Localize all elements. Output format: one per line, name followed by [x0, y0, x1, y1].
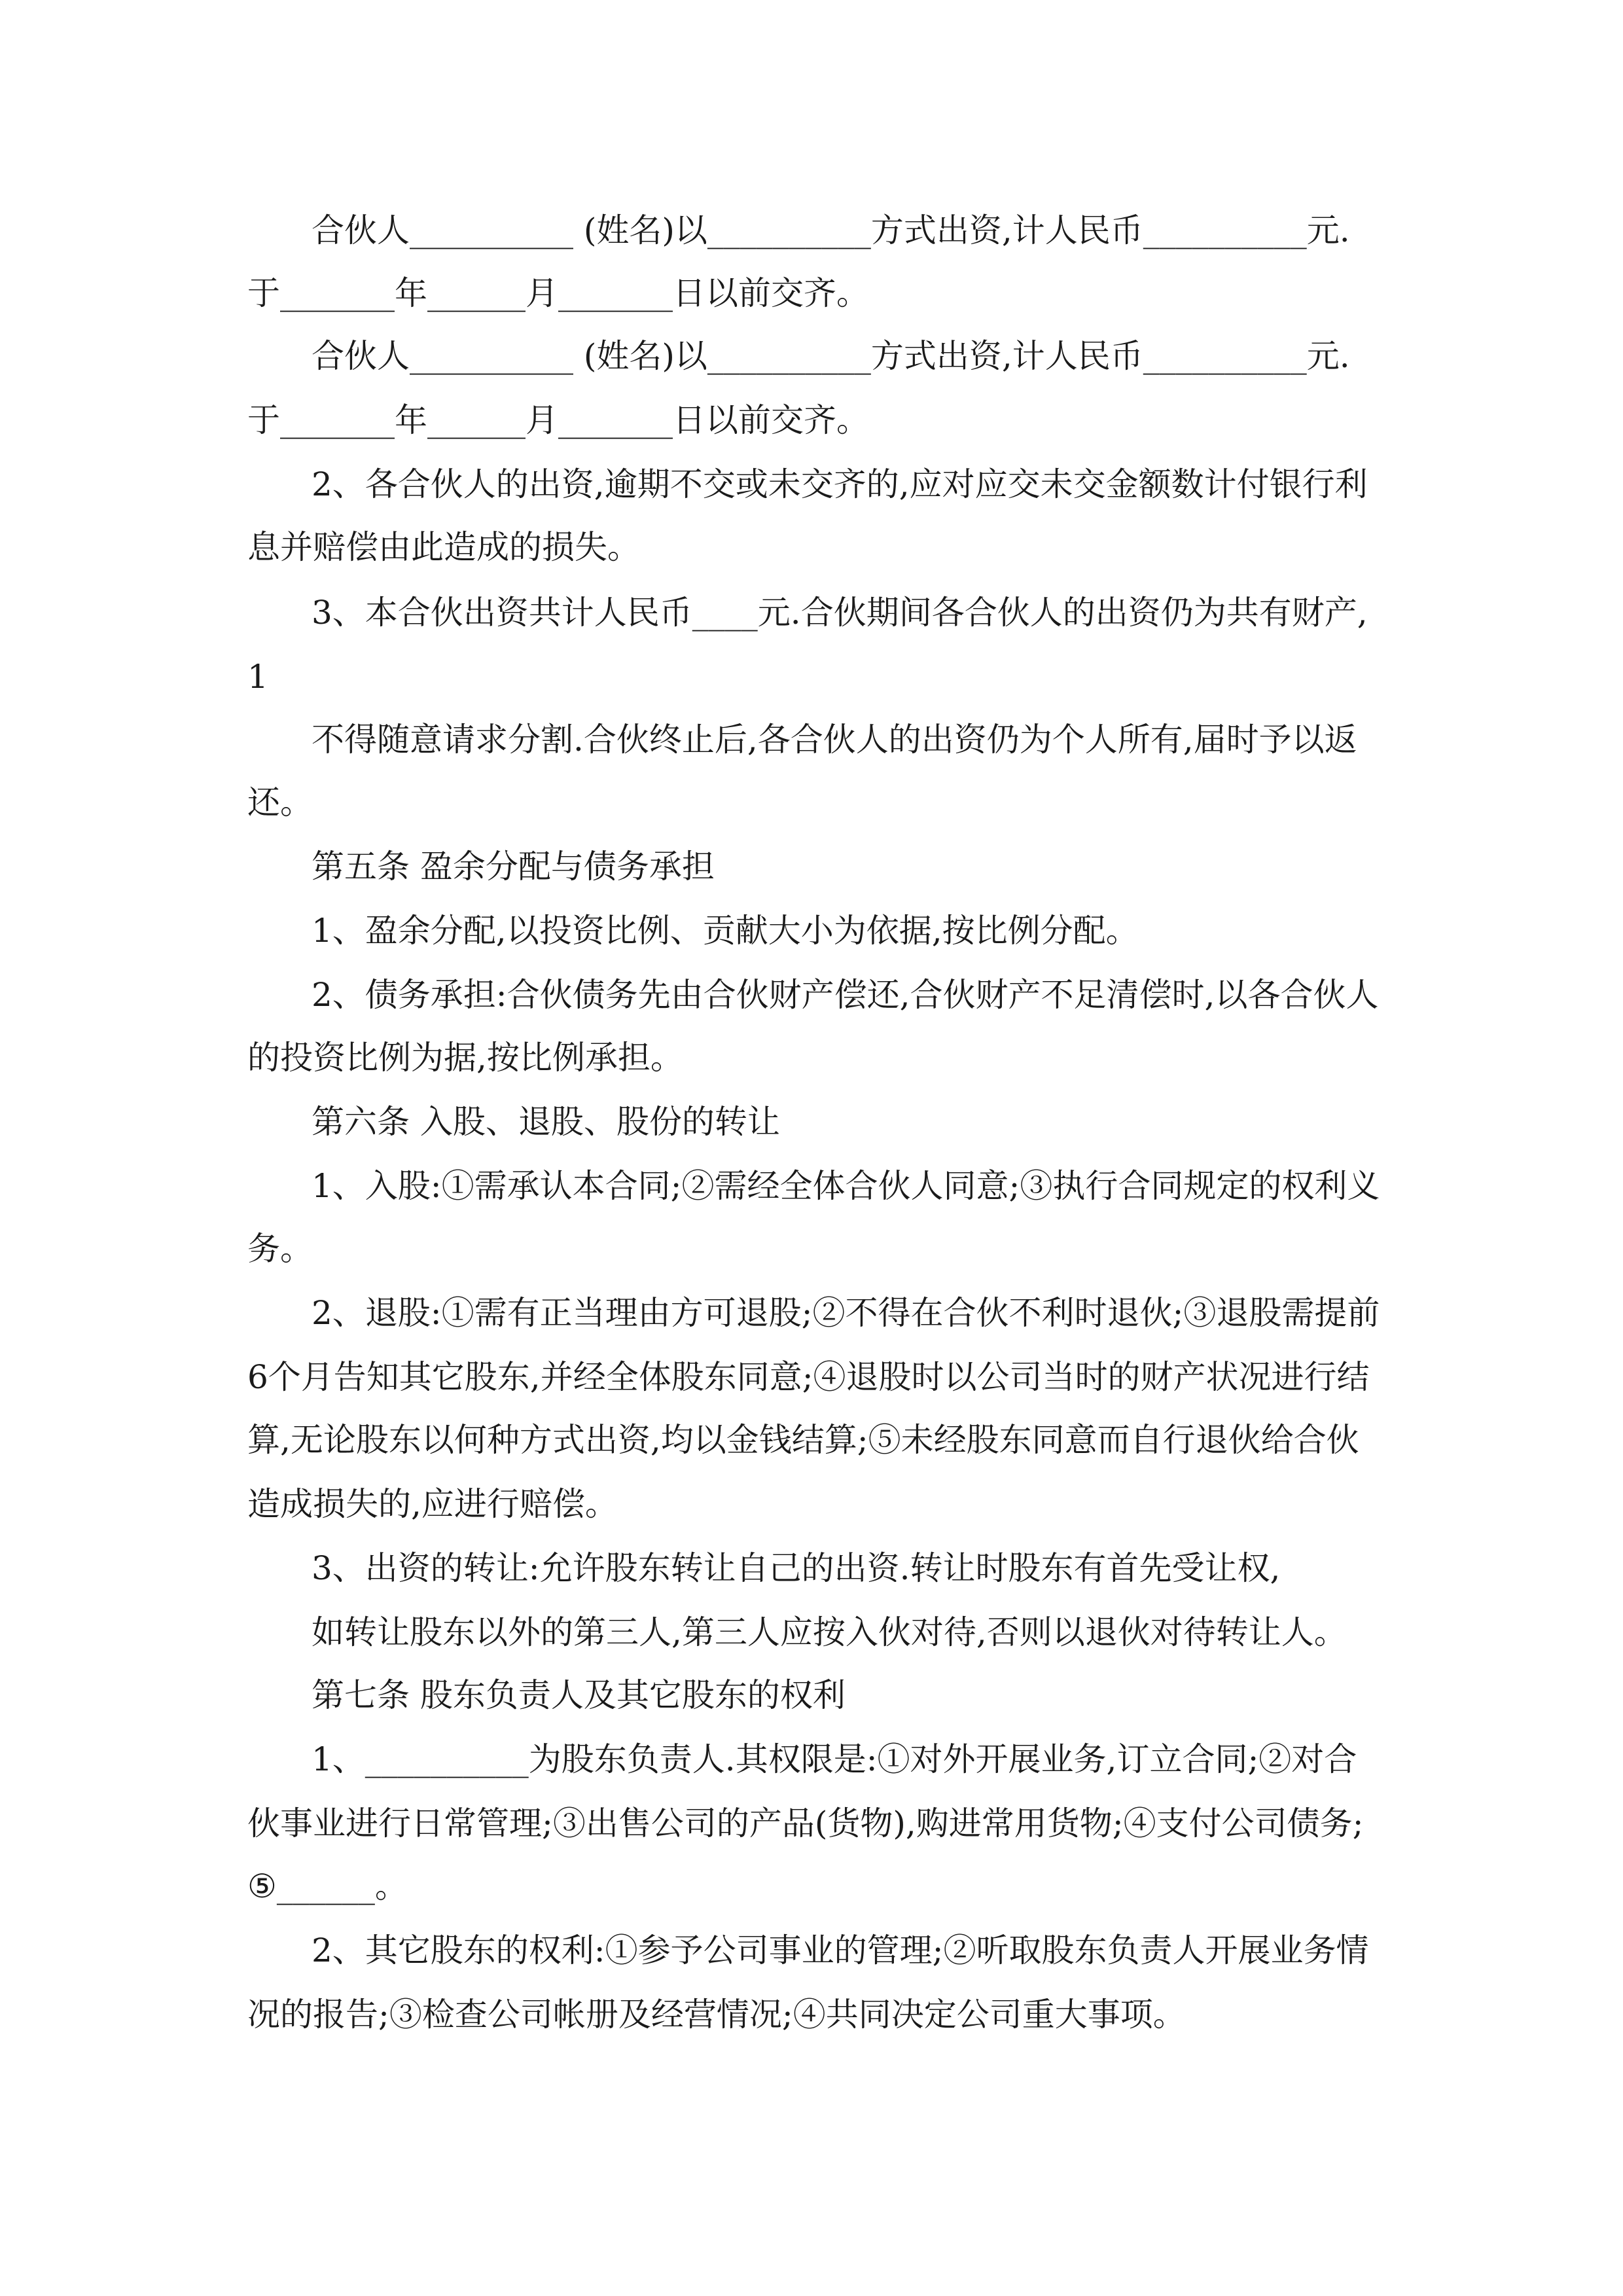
page-number: 1: [247, 658, 268, 696]
paragraph-line: 1、__________为股东负责人.其权限是:①对外开展业务,订立合同;②对合: [312, 1740, 1357, 1778]
paragraph-line: 2、退股:①需有正当理由方可退股;②不得在合伙不利时退伙;③退股需提前: [312, 1294, 1380, 1332]
paragraph-line: 1、入股:①需承认本合同;②需经全体合伙人同意;③执行合同规定的权利义: [312, 1167, 1380, 1205]
paragraph-line: 造成损失的,应进行赔偿。: [247, 1485, 618, 1523]
paragraph-line: 3、出资的转让:允许股东转让自己的出资.转让时股东有首先受让权,: [312, 1549, 1281, 1587]
paragraph-line: 于_______年______月_______日以前交齐。: [247, 274, 869, 312]
paragraph-line: 不得随意请求分割.合伙终止后,各合伙人的出资仍为个人所有,届时予以返: [312, 721, 1357, 759]
paragraph-line: 的投资比例为据,按比例承担。: [247, 1039, 683, 1077]
paragraph-line: 算,无论股东以何种方式出资,均以金钱结算;⑤未经股东同意而自行退伙给合伙: [247, 1421, 1359, 1459]
paragraph-line: 息并赔偿由此造成的损失。: [247, 528, 640, 566]
paragraph-line: 2、各合伙人的出资,逾期不交或未交齐的,应对应交未交金额数计付银行利: [312, 465, 1368, 503]
paragraph-line: 2、其它股东的权利:①参予公司事业的管理;②听取股东负责人开展业务情: [312, 1931, 1369, 1969]
paragraph-line: 伙事业进行日常管理;③出售公司的产品(货物),购进常用货物;④支付公司债务;: [247, 1804, 1364, 1842]
section-heading: 第七条 股东负责人及其它股东的权利: [312, 1676, 846, 1714]
paragraph-line: 合伙人__________ (姓名)以__________方式出资,计人民币__________元.: [312, 337, 1350, 375]
paragraph-line: 如转让股东以外的第三人,第三人应按入伙对待,否则以退伙对待转让人。: [312, 1613, 1347, 1651]
paragraph-line: 于_______年______月_______日以前交齐。: [247, 401, 869, 439]
paragraph-line: ⑤______。: [247, 1867, 408, 1905]
paragraph-line: 合伙人__________ (姓名)以__________方式出资,计人民币__________元.: [312, 211, 1350, 249]
paragraph-line: 2、债务承担:合伙债务先由合伙财产偿还,合伙财产不足清偿时,以各合伙人: [312, 976, 1379, 1014]
section-heading: 第五条 盈余分配与债务承担: [312, 848, 715, 886]
paragraph-line: 务。: [247, 1230, 313, 1268]
paragraph-line: 况的报告;③检查公司帐册及经营情况;④共同决定公司重大事项。: [247, 1996, 1186, 2034]
paragraph-line: 1、盈余分配,以投资比例、贡献大小为依据,按比例分配。: [312, 912, 1139, 950]
paragraph-line: 还。: [247, 783, 313, 821]
section-heading: 第六条 入股、退股、股份的转让: [312, 1103, 780, 1141]
paragraph-line: 3、本合伙出资共计人民币____元.合伙期间各合伙人的出资仍为共有财产,: [312, 594, 1368, 632]
paragraph-line: 6个月告知其它股东,并经全体股东同意;④退股时以公司当时的财产状况进行结: [247, 1358, 1370, 1396]
